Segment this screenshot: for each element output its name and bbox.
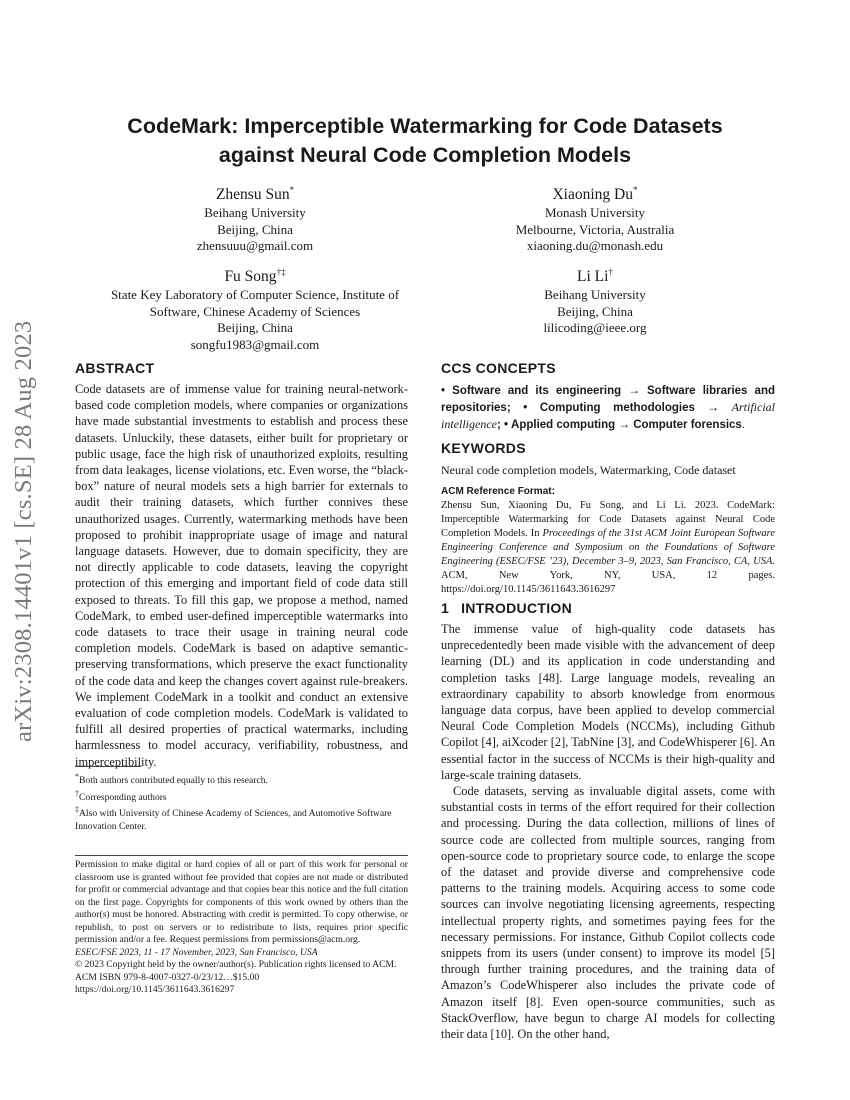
author-location: Beijing, China [557,303,633,319]
title-line-1: CodeMark: Imperceptible Watermarking for Code Datasets [127,114,723,138]
acm-reference-body [441,499,775,597]
arxiv-identifier: arXiv:2308.14401v1 [cs.SE] 28 Aug 2023 [10,320,37,742]
permission-block [75,859,408,997]
introduction-section [441,600,775,1042]
keywords-text: Neural code completion models, Watermarking, Code dataset [441,463,736,477]
author-name: Xiaoning Du [552,186,633,204]
footnote-mark: * [75,772,79,781]
introduction-heading [441,600,775,616]
footnote-1 [75,771,408,788]
conference-line: ESEC/FSE 2023, 11 - 17 November, 2023, San Francisco, USA [75,946,318,958]
arrow-icon: → [618,417,631,432]
ccs-concept-b: Software libraries and repositories [441,385,776,415]
title-line-2: against Neural Code Completion Models [218,143,632,167]
abstract-heading: ABSTRACT [75,360,155,376]
ccs-concept-a: • Software and its engineering [441,385,622,397]
doi-line: https://doi.org/10.1145/3611643.3616297 [75,984,235,995]
footnote-mark: ‡ [75,805,79,815]
author-mark: * [289,185,295,195]
author-mark: * [633,185,638,195]
author-name: Li Li [577,268,609,286]
acm-reference-heading: ACM Reference Format: [441,486,555,497]
footnote-text: Also with University of Chinese Academy of Sciences, and Automotive Software Innovation Center. [75,808,392,833]
abstract-section [75,360,408,770]
author-location: Beijing, China [217,221,293,237]
ccs-concept-f: Applied computing [511,419,616,432]
ccs-heading: CCS CONCEPTS [441,360,556,376]
author-block-4 [465,262,725,337]
author-name: Fu Song [224,268,277,286]
reference-plain: Zhensu Sun, Xiaoning Du, Fu Song, and Li Li. 2023. CodeMark: Imperceptible Watermarking for Code Datasets against Neural Code Completion Models. In [441,500,775,539]
intro-paragraph-1: The immense value of high-quality code datasets has unprecedentedly been made visible with the advancement of deep learning (DL) and its application in code understanding and completion tasks [48]. Large language models, revealing an extraordinary capability to absorb knowledge from enormous language data corpus, have been applied to develop commercial Neural Code Completion Models (NCCMs), including Github Copilot [4], aiXcoder [2], TabNine [3], and CodeWhisperer [6]. An essential factor in the success of NCCMs is their high-quality and large-scale training datasets. [441,622,775,782]
author-mark: †‡ [276,267,286,277]
ccs-concept-e: ; • [496,419,509,432]
author-affiliation: State Key Laboratory of Computer Science, Institute of [110,287,400,303]
author-name: Zhensu Sun [215,186,290,204]
ccs-concept-c: ; • Computing methodologies [506,402,695,415]
permission-rule [75,855,408,856]
footnote-rule [75,766,141,767]
author-affiliation: Monash University [544,205,646,221]
author-email: songfu1983@gmail.com [190,336,320,352]
keywords-heading: KEYWORDS [441,440,526,456]
author-mark: † [608,267,613,277]
author-email: xiaoning.du@monash.edu [526,238,664,254]
keywords-section [441,440,775,478]
ccs-concepts [441,382,775,434]
footnote-text: Corresponding authors [79,791,167,803]
ccs-end: . [741,417,745,432]
author-email: lilicoding@ieee.org [543,320,647,336]
footnotes [75,771,408,834]
author-block-3 [80,262,430,354]
author-affiliation-cont: Software, Chinese Academy of Sciences [149,303,361,319]
author-block-2 [465,180,725,255]
abstract-body: Code datasets are of immense value for training neural-network-based code completion models, where companies or organizations have made substantial investments to establish and process these datasets. Unluckily, these datasets, either built for proprietary or public usage, face the high risk of unauthorized exploits, resulting from data leakages, license violations, etc. Even worse, the “black-box” nature of neural models sets a high barrier for externals to audit their training datasets, which further connives these unauthorized usages. Currently, watermarking methods have been proposed to prohibit inappropriate usage of image and natural language datasets. However, due to domain specificity, they are not directly applicable to code datasets, leaving the copyright protection of this emerging and important field of code data still exposed to threats. To fill this gap, we propose a method, named CodeMark, to embed user-defined imperceptible watermarks into code datasets to trace their usage in training neural code completion models. CodeMark is based on adaptive semantic-preserving transformations, which preserve the exact functionality of the code data and keep the changes covert against rule-breakers. We implement CodeMark in a toolkit and conduct an extensive evaluation of code completion models. CodeMark is validated to fulfill all desired properties of practical watermarks, including harmlessness to model accuracy, verifiability, robustness, and imperceptibility. [75,382,408,769]
arrow-icon: → [628,383,641,397]
footnote-3 [75,804,408,833]
acm-reference-section [441,486,775,597]
ccs-section [441,360,775,434]
author-affiliation: Beihang University [204,205,306,221]
reference-tail: ACM, New York, NY, USA, 12 pages. https://doi.org/10.1145/3611643.3616297 [441,570,775,595]
author-affiliation: Beihang University [544,287,646,303]
ccs-concept-g: Computer forensics [633,419,742,432]
reference-venue: Proceedings of the 31st ACM Joint European Software Engineering Conference and Symposium on the Foundations of Software Engineering (ESEC/FSE ’23), December 3–9, 2023, San Francisco, CA, USA. [441,528,775,567]
isbn-line: ACM ISBN 979-8-4007-0327-0/23/12…$15.00 [75,971,260,983]
section-title: INTRODUCTION [461,600,573,616]
author-email: zhensuuu@gmail.com [196,238,314,254]
footnote-text: Both authors contributed equally to this research. [79,775,268,787]
author-location: Beijing, China [217,320,293,336]
ccs-concept-d: Artificial intelligence [441,400,776,432]
paper-title [100,112,750,170]
author-block-1 [130,180,380,255]
copyright-line: © 2023 Copyright held by the owner/author(s). Publication rights licensed to ACM. [75,959,397,970]
section-number: 1 [441,600,450,616]
permission-text: Permission to make digital or hard copies of all or part of this work for personal or classroom use is granted without fee provided that copies are not made or distributed for profit or commercial advantage and that copies bear this notice and the full citation on the first page. Copyrights for components of this work owned by others than the author(s) must be honored. Abstracting with credit is permitted. To copy otherwise, or republish, to post on servers or to redistribute to lists, requires prior specific permission and/or a fee. Request permissions from permissions@acm.org. [75,859,408,945]
intro-paragraph-2: Code datasets, serving as invaluable digital assets, come with substantial costs in terms of the effort required for their collection and processing. During the data collection, millions of lines of source code are collected from multiple sources, ranging from open-source code to proprietary source code, to enlarge the scope of the dataset and provide diverse and comprehensive code patterns to the training models. Acquiring access to some code sources can involve negotiating licensing agreements, respecting intellectual property rights, and sometimes paying fees for the necessary permissions. For instance, Github Copilot collects code snippets from its users (under consent) to improve its model [5] through further training procedures, and the training data of Amazon’s CodeWhisperer also includes the private code of Amazon itself [8]. Even open-source communities, such as StackOverflow, have begun to charge AI models for collecting their data [10]. On the other hand, [441,784,775,1042]
author-location: Melbourne, Victoria, Australia [515,221,675,237]
footnote-mark: † [75,788,79,798]
arrow-icon: → [707,400,720,415]
footnote-2 [75,788,408,805]
